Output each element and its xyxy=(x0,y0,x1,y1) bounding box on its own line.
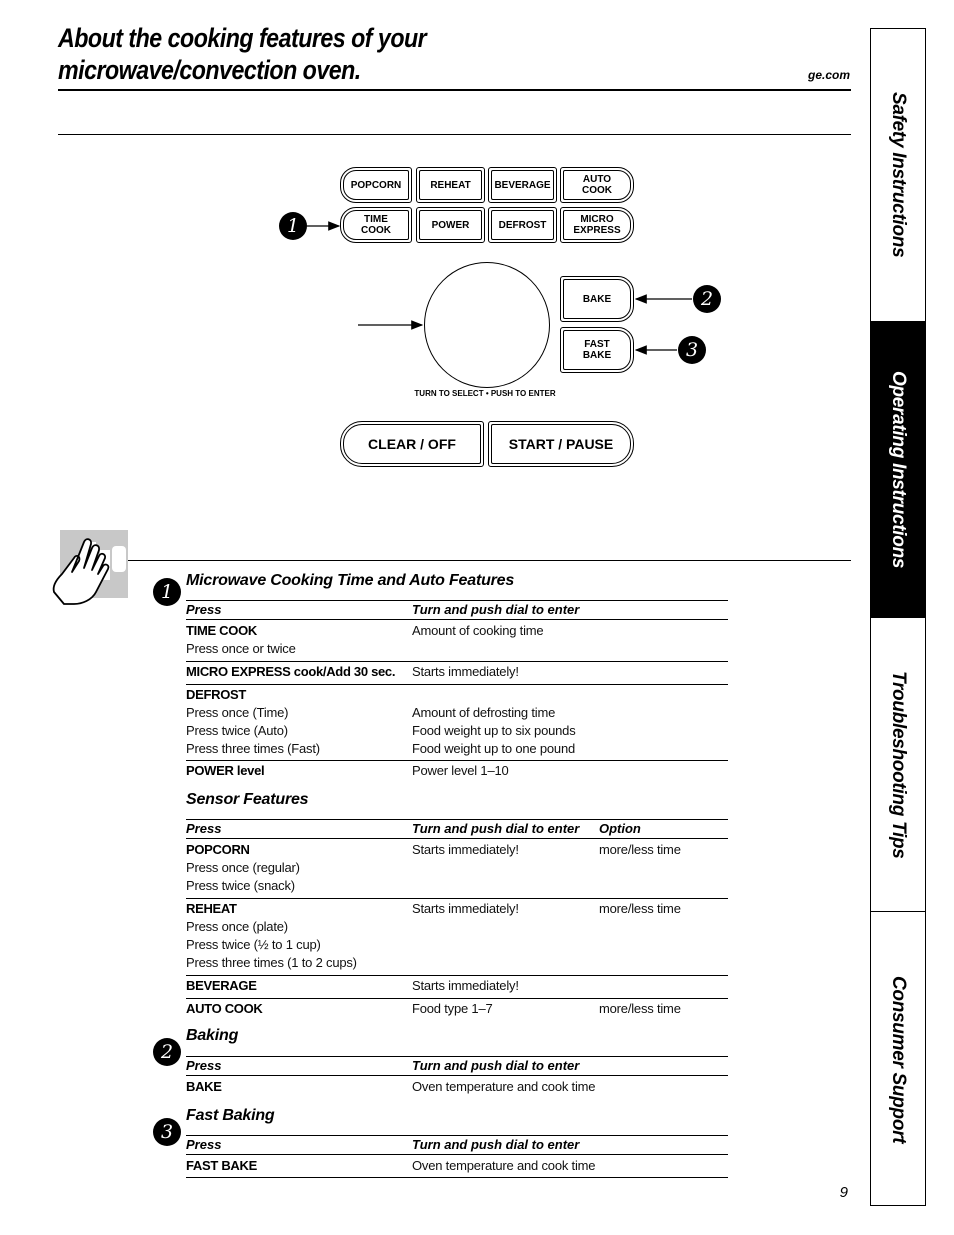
callout-badge-2: 2 xyxy=(693,285,721,313)
time-cook-button[interactable]: TIME COOK xyxy=(340,207,412,243)
row-sub: Press twice (Auto) xyxy=(186,723,288,738)
col-dial: Turn and push dial to enter xyxy=(412,602,580,617)
tab-label: Operating Instructions xyxy=(888,370,909,569)
clear-off-button[interactable]: CLEAR / OFF xyxy=(340,421,484,467)
row-key: BAKE xyxy=(186,1079,222,1094)
callout-badge-3: 3 xyxy=(678,336,706,364)
row-value: Starts immediately! xyxy=(412,842,519,857)
row-value: Oven temperature and cook time xyxy=(412,1158,596,1173)
table-header xyxy=(186,1056,728,1076)
auto-cook-button[interactable]: AUTO COOK xyxy=(560,167,634,203)
table-row xyxy=(186,686,728,761)
table-row xyxy=(186,663,728,685)
row-key: REHEAT xyxy=(186,901,237,916)
callout-badge-1: 1 xyxy=(279,212,307,240)
start-pause-button[interactable]: START / PAUSE xyxy=(488,421,634,467)
row-key: AUTO COOK xyxy=(186,1001,263,1016)
page-number: 9 xyxy=(839,1184,848,1201)
section-title-baking: Baking xyxy=(186,1027,239,1044)
section-badge-1: 1 xyxy=(153,578,181,606)
table-row xyxy=(186,977,728,999)
table-row xyxy=(186,762,728,782)
row-sub: Press three times (Fast) xyxy=(186,741,320,756)
row-value: Amount of cooking time xyxy=(412,623,544,638)
row-key: POWER level xyxy=(186,763,265,778)
site-link[interactable]: ge.com xyxy=(807,68,850,82)
dial-caption: TURN TO SELECT • PUSH TO ENTER xyxy=(414,389,556,398)
table-row xyxy=(186,1078,728,1098)
table-row xyxy=(186,622,728,662)
row-option: more/less time xyxy=(599,842,681,857)
row-value: Food weight up to six pounds xyxy=(412,723,576,738)
tab-troubleshooting-tips[interactable] xyxy=(871,618,925,912)
table-row xyxy=(186,900,728,976)
col-press: Press xyxy=(186,821,222,836)
table-row xyxy=(186,1000,728,1020)
row-sub: Press once (regular) xyxy=(186,860,300,875)
table-header xyxy=(186,819,728,839)
defrost-button[interactable]: DEFROST xyxy=(488,207,557,243)
row-sub: Press once (Time) xyxy=(186,705,289,720)
reheat-button[interactable]: REHEAT xyxy=(416,167,485,203)
row-sub: Press twice (½ to 1 cup) xyxy=(186,937,321,952)
section-badge-3: 3 xyxy=(153,1118,181,1146)
tab-consumer-support[interactable] xyxy=(871,912,925,1207)
section-divider xyxy=(128,560,851,561)
col-press: Press xyxy=(186,602,222,617)
section-title-microwave: Microwave Cooking Time and Auto Features xyxy=(186,572,515,589)
beverage-button[interactable]: BEVERAGE xyxy=(488,167,557,203)
row-sub: Press three times (1 to 2 cups) xyxy=(186,955,357,970)
col-dial: Turn and push dial to enter xyxy=(412,821,580,836)
row-key: POPCORN xyxy=(186,842,250,857)
fast-bake-button[interactable]: FAST BAKE xyxy=(560,327,634,373)
table-row xyxy=(186,841,728,899)
section-title-fast-baking: Fast Baking xyxy=(186,1107,275,1124)
row-value: Amount of defrosting time xyxy=(412,705,556,720)
row-key: MICRO EXPRESS cook/Add 30 sec. xyxy=(186,664,396,679)
power-button[interactable]: POWER xyxy=(416,207,485,243)
row-value: Starts immediately! xyxy=(412,664,519,679)
page-title-line2: microwave/convection oven. xyxy=(58,55,361,85)
bake-button[interactable]: BAKE xyxy=(560,276,634,322)
col-press: Press xyxy=(186,1137,222,1152)
micro-express-button[interactable]: MICRO EXPRESS xyxy=(560,207,634,243)
tab-label: Troubleshooting Tips xyxy=(888,670,909,859)
table-header xyxy=(186,600,728,620)
table-row xyxy=(186,1157,728,1178)
page-title-line1: About the cooking features of your xyxy=(58,23,427,53)
row-option: more/less time xyxy=(599,1001,681,1016)
row-key: TIME COOK xyxy=(186,623,257,638)
row-key: FAST BAKE xyxy=(186,1158,257,1173)
row-value: Starts immediately! xyxy=(412,978,519,993)
row-value: Oven temperature and cook time xyxy=(412,1079,596,1094)
row-key: BEVERAGE xyxy=(186,978,257,993)
row-key: DEFROST xyxy=(186,687,247,702)
col-press: Press xyxy=(186,1058,222,1073)
section-title-sensor: Sensor Features xyxy=(186,791,309,808)
row-sub: Press once or twice xyxy=(186,641,296,656)
row-value: Power level 1–10 xyxy=(412,763,509,778)
row-sub: Press twice (snack) xyxy=(186,878,295,893)
tab-label: Safety Instructions xyxy=(888,92,909,258)
pointing-hand-icon xyxy=(60,530,128,598)
callout-arrows xyxy=(0,0,954,520)
row-sub: Press once (plate) xyxy=(186,919,288,934)
tab-label: Consumer Support xyxy=(888,975,909,1144)
row-value: Food weight up to one pound xyxy=(412,741,576,756)
col-option: Option xyxy=(599,821,641,836)
section-badge-2: 2 xyxy=(153,1038,181,1066)
col-dial: Turn and push dial to enter xyxy=(412,1137,580,1152)
col-dial: Turn and push dial to enter xyxy=(412,1058,580,1073)
table-header xyxy=(186,1135,728,1155)
row-option: more/less time xyxy=(599,901,681,916)
row-value: Food type 1–7 xyxy=(412,1001,493,1016)
row-value: Starts immediately! xyxy=(412,901,519,916)
popcorn-button[interactable]: POPCORN xyxy=(340,167,412,203)
